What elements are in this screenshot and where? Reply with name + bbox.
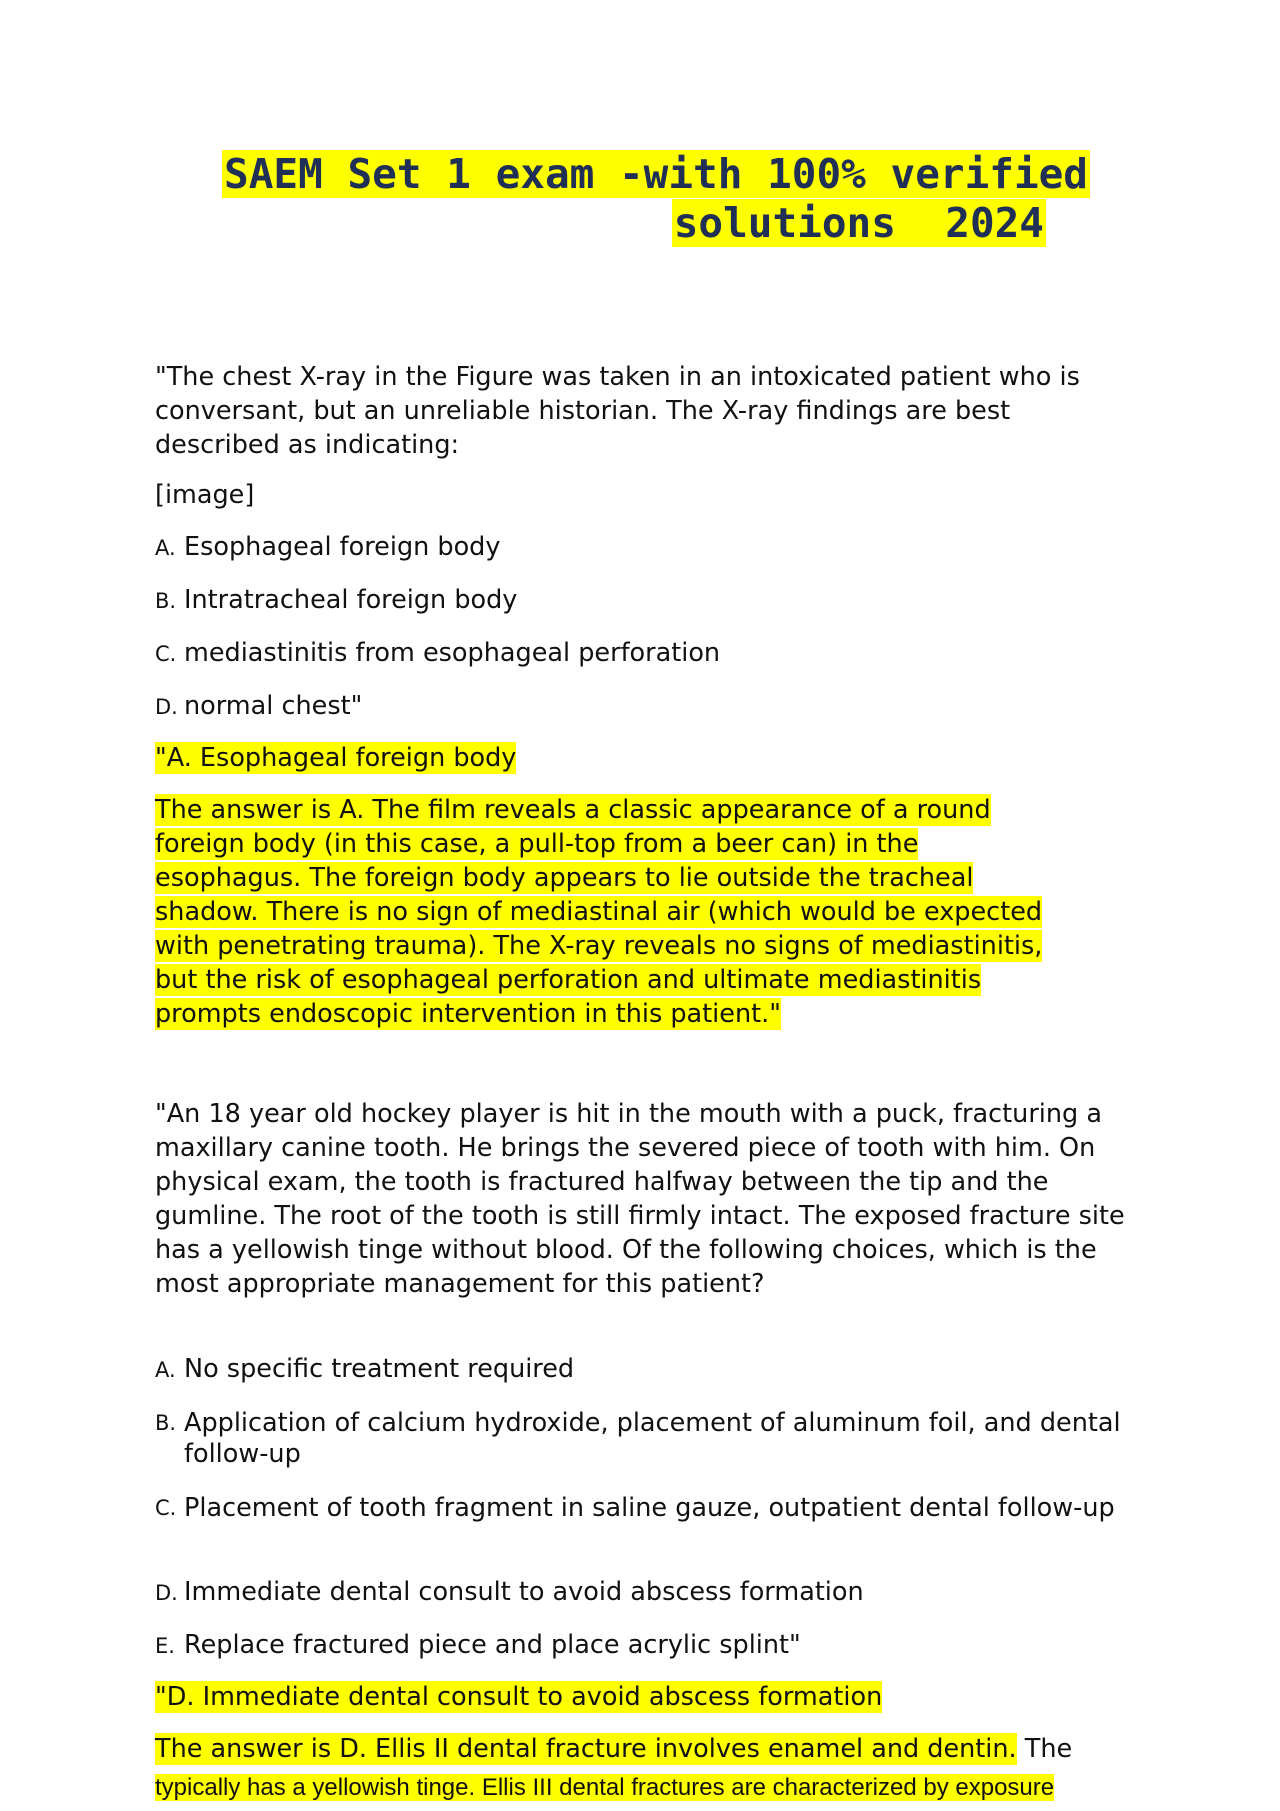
option-text: No specific treatment required (184, 1354, 575, 1384)
option-text: normal chest" (184, 691, 363, 721)
question-1-option-d (155, 691, 1140, 723)
explanation-line: typically has a yellowish tinge. Ellis III dental fractures are characterized by exposure (155, 1774, 1055, 1801)
explanation-line: prompts endoscopic intervention in this patient." (155, 999, 781, 1029)
question-1-explanation (155, 793, 1140, 1031)
explanation-line: shadow. There is no sign of mediastinal air (which would be expected (155, 897, 1043, 927)
question-1-option-a (155, 532, 1140, 564)
option-text: Replace fractured piece and place acrylic splint" (184, 1630, 801, 1660)
question-1-option-c (155, 638, 1140, 670)
question-1-answer-title: "A. Esophageal foreign body (155, 743, 517, 773)
question-2-answer-title-block (155, 1680, 1140, 1714)
option-letter: B. (155, 1411, 177, 1435)
option-text: Esophageal foreign body (184, 532, 501, 562)
question-2-explanation-line-2 (155, 1772, 1140, 1804)
option-letter: B. (155, 589, 177, 613)
question-2-option-d (155, 1577, 1140, 1609)
option-letter: D. (155, 695, 178, 719)
explanation-line: The answer is A. The film reveals a classic appearance of a round (155, 795, 991, 825)
option-letter: A. (155, 1358, 176, 1382)
option-letter: C. (155, 1496, 177, 1520)
question-2-text: "An 18 year old hockey player is hit in the mouth with a puck, fracturing a maxillary canine tooth. He brings the severed piece of tooth with him. On physical exam, the tooth is fractured halfway between the tip and the gumline. The root of the tooth is still firmly intact. The exposed fracture site has a yellowish tinge without blood. Of the following choices, which is the most appropriate management for this patient? (155, 1099, 1125, 1299)
question-2-option-e (155, 1630, 1140, 1662)
document-title (190, 150, 1090, 248)
question-2-explanation-line-1 (155, 1732, 1140, 1766)
title-line-2: solutions 2024 (673, 199, 1044, 247)
option-letter: C. (155, 642, 177, 666)
question-1-text: "The chest X-ray in the Figure was taken in an intoxicated patient who is conversant, but an unreliable historian. The X-ray findings are best described as indicating: (155, 362, 1080, 460)
option-text: Application of calcium hydroxide, placement of aluminum foil, and dental follow-up (184, 1408, 1121, 1469)
explanation-tail: The (1016, 1734, 1073, 1764)
image-placeholder: [image] (155, 480, 255, 510)
question-2-option-a (155, 1354, 1140, 1386)
explanation-line: esophagus. The foreign body appears to lie outside the tracheal (155, 863, 974, 893)
option-text: Immediate dental consult to avoid abscess formation (184, 1577, 864, 1607)
question-2-text-block (155, 1097, 1140, 1301)
option-text: mediastinitis from esophageal perforation (184, 638, 721, 668)
title-line-1: SAEM Set 1 exam -with 100% verified (224, 150, 1088, 198)
explanation-highlighted: The answer is D. Ellis II dental fracture involves enamel and dentin. (155, 1734, 1017, 1764)
option-letter: A. (155, 536, 176, 560)
explanation-line: but the risk of esophageal perforation and ultimate mediastinitis (155, 965, 982, 995)
question-1-image-placeholder-block (155, 478, 1140, 512)
question-1-answer-title-block (155, 741, 1140, 775)
question-2-option-c (155, 1493, 1140, 1524)
option-letter: E. (155, 1634, 175, 1658)
question-2-answer-title: "D. Immediate dental consult to avoid abscess formation (155, 1682, 883, 1712)
question-2-option-b (155, 1408, 1140, 1470)
explanation-line: foreign body (in this case, a pull-top from a beer can) in the (155, 829, 919, 859)
option-text: Intratracheal foreign body (184, 585, 518, 615)
option-letter: D. (155, 1581, 178, 1605)
explanation-line: with penetrating trauma). The X-ray reveals no signs of mediastinitis, (155, 931, 1043, 961)
question-1-text-block (155, 360, 1140, 462)
option-text: Placement of tooth fragment in saline gauze, outpatient dental follow-up (184, 1493, 1115, 1523)
question-1-option-b (155, 585, 1140, 617)
